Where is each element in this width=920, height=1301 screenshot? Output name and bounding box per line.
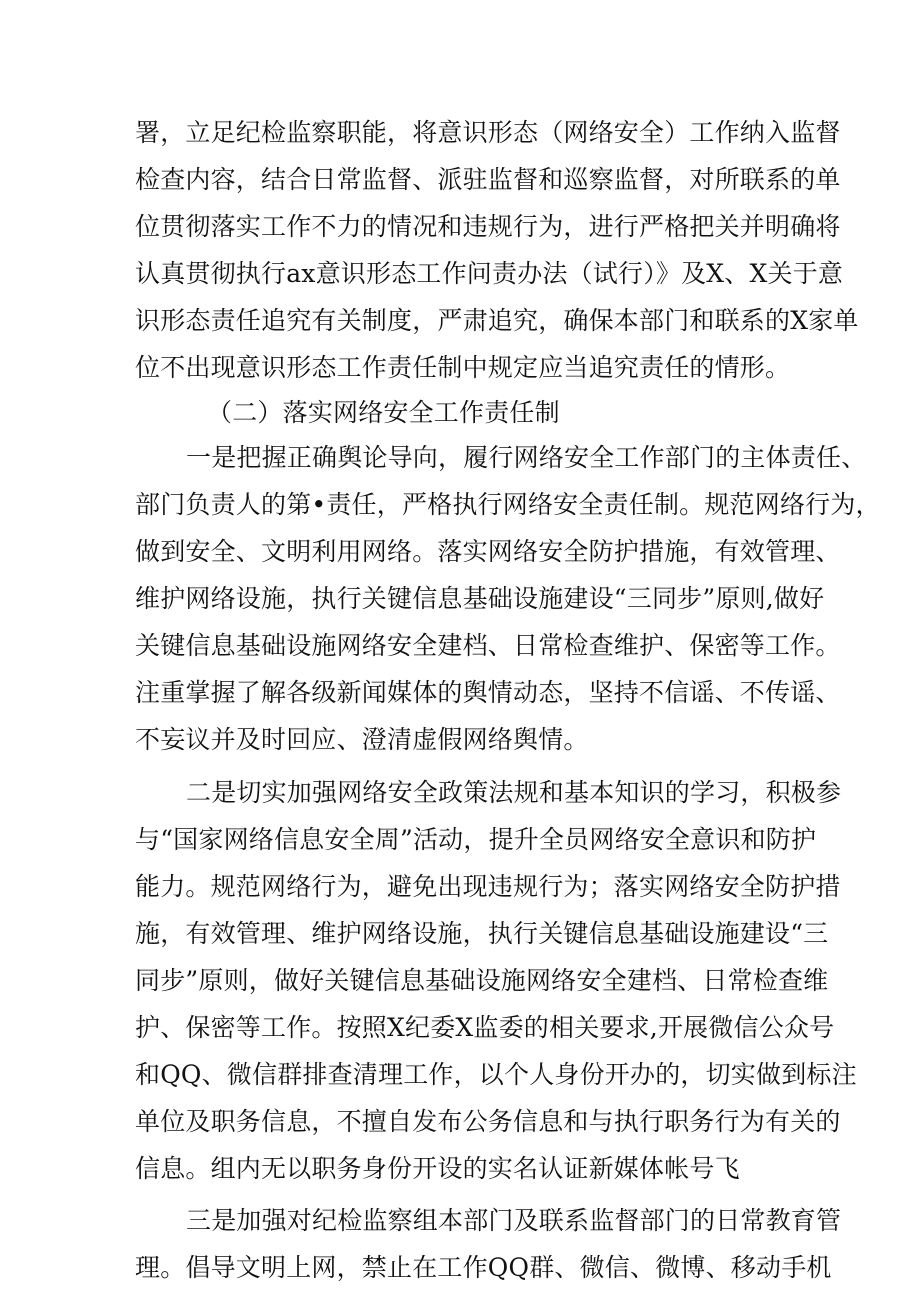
paragraph-3-line-9: 信息。组内无以职务身份开设的实名认证新媒体帐号飞	[135, 1154, 740, 1183]
paragraph-3-line-4: 施，有效管理、维护网络设施，执行关键信息基础设施建设“三	[135, 919, 829, 948]
paragraph-3-line-1: 二是切实加强网络安全政策法规和基本知识的学习，积极参	[186, 778, 842, 807]
paragraph-1-line-4: 认真贯彻执行ax意识形态工作问责办法（试行）》及X、X关于意	[135, 259, 844, 288]
paragraph-3-line-5: 同步”原则，做好关键信息基础设施网络安全建档、日常检查维	[135, 966, 829, 995]
paragraph-1-line-1: 署，立足纪检监察职能，将意识形态（网络安全）工作纳入监督	[135, 118, 841, 147]
paragraph-3-line-3: 能力。规范网络行为，避免出现违规行为；落实网络安全防护措	[135, 872, 841, 901]
paragraph-4-line-1: 三是加强对纪检监察组本部门及联系监督部门的日常教育管	[186, 1206, 842, 1235]
paragraph-1-line-3: 位贯彻落实工作不力的情况和违规行为，进行严格把关并明确将	[135, 212, 841, 241]
paragraph-2-line-5: 关键信息基础设施网络安全建档、日常检查维护、保密等工作。	[135, 631, 841, 660]
paragraph-3-line-8: 单位及职务信息，不擅自发布公务信息和与执行职务行为有关的	[135, 1107, 841, 1136]
paragraph-4-line-2: 理。倡导文明上网，禁止在工作QQ群、微信、微博、移动手机	[135, 1253, 832, 1282]
paragraph-1-line-6: 位不出现意识形态工作责任制中规定应当追究责任的情形。	[135, 353, 791, 382]
paragraph-1-line-2: 检查内容，结合日常监督、派驻监督和巡察监督，对所联系的单	[135, 165, 841, 194]
paragraph-3-line-2: 与“国家网络信息安全周”活动，提升全员网络安全意识和防护	[135, 825, 817, 854]
paragraph-3-line-7: 和QQ、微信群排查清理工作，以个人身份开办的，切实做到标注	[135, 1060, 857, 1089]
paragraph-2-line-2: 部门负责人的第•责任，严格执行网络安全责任制。规范网络行为，	[135, 490, 881, 519]
paragraph-2-line-3: 做到安全、文明利用网络。落实网络安全防护措施，有效管理、	[135, 537, 841, 566]
paragraph-3-line-6: 护、保密等工作。按照X纪委X监委的相关要求,开展微信公众号	[135, 1013, 835, 1042]
paragraph-1-line-5: 识形态责任追究有关制度，严肃追究，确保本部门和联系的X家单	[135, 306, 859, 335]
paragraph-2-line-6: 注重掌握了解各级新闻媒体的舆情动态，坚持不信谣、不传谣、	[135, 678, 841, 707]
section-heading: （二）落实网络安全工作责任制	[207, 398, 560, 427]
paragraph-2-line-1: 一是把握正确舆论导向，履行网络安全工作部门的主体责任、	[186, 443, 867, 472]
paragraph-2-line-7: 不妄议并及时回应、澄清虚假网络舆情。	[135, 725, 589, 754]
paragraph-2-line-4: 维护网络设施，执行关键信息基础设施建设“三同步”原则,做好	[135, 584, 825, 613]
